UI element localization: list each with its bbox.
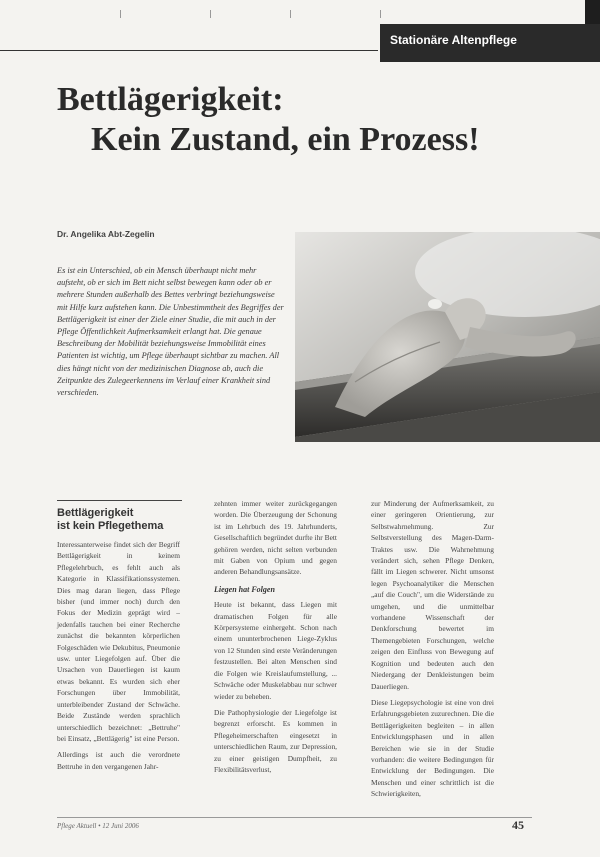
title-line-2: Kein Zustand, ein Prozess! — [91, 121, 480, 158]
section-tag-label: Stationäre Altenpflege — [390, 33, 517, 47]
section-tag — [380, 24, 600, 62]
header-rule — [0, 50, 378, 51]
footer-rule — [57, 817, 532, 818]
paragraph: zehnten immer weiter zurückgegangen worden. Die Überzeugung der Schonung ist im Lehrbuch des 19. Jahrhunderts, Gesellschaftlich begründet durfte ihr Bett gehören werden, nicht selten verbunden mit Gaben von Opium und gegen anderen Behandlungsansätze. — [214, 499, 337, 577]
intro-paragraph: Es ist ein Unterschied, ob ein Mensch überhaupt nicht mehr aufsteht, ob er sich im Bett nicht selbst bewegen kann oder ob er mehrere Stunden außerhalb des Bettes verbringt beziehungsweise mit Hilfe kurz aufstehen kann. Die Unbestimmtheit des Begriffes der Bettlägerigkeit ist einer der Ziele einer Studie, die mit auch in der Pflege Öffentlichkeit Aufmerksamkeit erlangt hat. Die genaue Beschreibung der Mobilität beziehungsweise Immobilität eines Patienten ist wichtig, um Pflege überhaupt sichtbar zu machen. All dies hängt nicht von der medizinischen Diagnose ab, auch die Zeitpunkte des Zulegeerkennens im Verlauf einer Krankheit sind verschieden. — [57, 266, 284, 398]
column-rule — [57, 500, 182, 501]
paragraph: zur Minderung der Aufmerksamkeit, zu einer geringeren Orientierung, zur Selbstwahrnehmung. Zur Selbstverstellung des Magen-Darm-Traktes usw. Die Wahrnehmung verändert sich, sehen Pflege Denken, fällt im Liegen schwerer. Nicht umsonst legen Psychoanalytiker die Menschen „auf die Couch", um die Widerstände zu umgehen, und die unmittelbar vorhandene Wissenschaft der Denkforschung bewertet im Themengebieten Forschungen, welche zeigen den Einfluss von Bewegung auf Kognition und bedeuten auch den Niedergang der Denkleistungen beim Dauerliegen. — [371, 499, 494, 691]
text-column-3 — [371, 498, 494, 805]
text-column-2 — [214, 498, 337, 780]
paragraph: Interessanterweise findet sich der Begriff Bettlägerigkeit in keinem Pflegelehrbuch, es fehlt auch als Kategorie in Klassifikationssystemen. Dies mag daran liegen, dass Pflege bisher (und immer noch) durch den Fokus der Medizin geprägt wird – jedenfalls tauchen bei einer Recherche zunächst die bekannten körperlichen Folgeschäden wie Dekubitus, Pneumonie usw. unter Liegefolgen auf. Über die Ursachen von Dauerliegen ist kaum etwas bekannt. Es wurden sich eher Forschungen über Immobilität, unterbleibender Zustand der Schwäche. Beide Zustände werden sprachlich unterschiedlich bezeichnet: „Bettruhe" bei Einsatz, „Bettlägerig" ist eine Person. — [57, 540, 180, 743]
page-number: 45 — [512, 818, 524, 832]
subheading-bettlaegerigkeit — [57, 507, 180, 533]
text-column-1 — [57, 507, 180, 777]
paragraph: Heute ist bekannt, dass Liegen mit dramatischen Folgen für alle Körpersysteme einhergeht. Schon nach einem ununterbrochenen Liege-Zyklus von 12 Stunden sind erste Veränderungen festzustellen. Bei alten Menschen sind die Folgen wie Kreislaufumstellung, ... Schwäche oder Muskelabbau nur schwer wieder zu beheben. — [214, 600, 337, 701]
subheading-line-2: ist kein Pflegethema — [57, 520, 164, 532]
header-crop-marks — [0, 10, 600, 18]
article-photo — [295, 232, 600, 442]
hand-on-bed-illustration — [295, 232, 600, 442]
paragraph: Diese Liegepsychologie ist eine von drei Erfahrungsgebieten zuzurechnen. Die die Bettlägerigkeiten begleiten – in allen Entwicklungsphasen und in allen Bereichen wie sie in der Studie vorhanden: die weitere Bedingungen für Entwicklung der Bedingungen. Die Menschen und einer schrittlich ist die Schwierigkeiten, — [371, 697, 494, 799]
author-byline: Dr. Angelika Abt-Zegelin — [57, 229, 155, 239]
paragraph: Die Pathophysiologie der Liegefolge ist begrenzt erforscht. Es kommen in Pflegeheimerschaften eingesetzt in unterschiedlichen Raum, zur Depression, zu einer geistigen Dumpfheit, zu Flexibilitätsverlust, — [214, 707, 337, 774]
footer-publication: Pflege Aktuell • 12 Juni 2006 — [57, 822, 139, 830]
title-line-1: Bettlägerigkeit: — [57, 81, 284, 118]
subheading-liegen: Liegen hat Folgen — [214, 584, 275, 594]
subheading-line-1: Bettlägerigkeit — [57, 507, 134, 519]
corner-mark — [585, 0, 600, 24]
paragraph: Allerdings ist auch die verordnete Bettruhe in den vergangenen Jahr- — [57, 750, 180, 771]
article-title — [57, 80, 480, 160]
